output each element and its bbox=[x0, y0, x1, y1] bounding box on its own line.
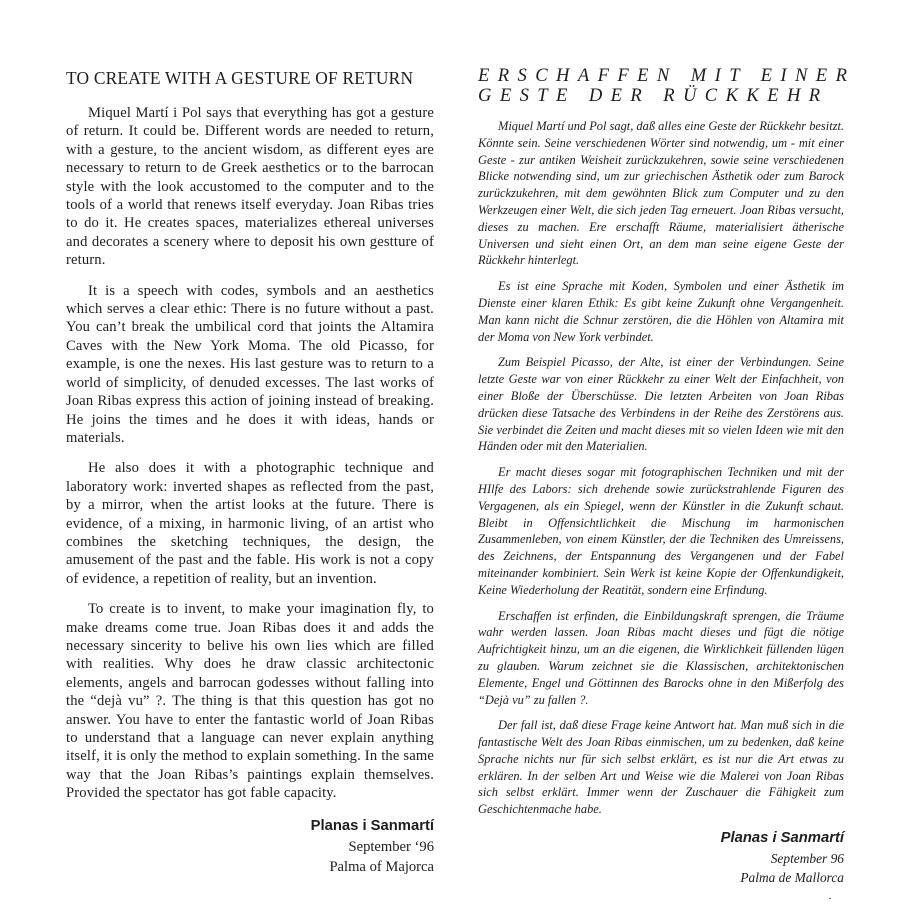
author-name: Planas i Sanmartí bbox=[310, 817, 434, 834]
german-paragraph: Erschaffen ist erfinden, die Einbildungskraft sprengen, die Träume wahr werden lassen. Joan Ribas macht dieses und fügt die nötige Aufrichtigkeit hinzu, um an die eigenen, die Wirklichkeit füllenden lügen zu glauben. Warum zeichnet sie die Klassischen, architektonischen Elemente, Engel und Göttinnen des Barocks ohne in den Mißerfolg des “Dejà vu” zu fallen ?. bbox=[478, 608, 844, 707]
english-paragraph: To create is to invent, to make your imagination fly, to make dreams come true. Joan Ribas does it and adds the necessary sincerity to belive his own lies which are filled with realities. Why does he draw classic architectonic elements, angels and barrocan godesses without falling into the “dejà vu” ?. The thing is that this question has got no answer. You have to enter the fantastic world of Joan Ribas to understand that a language can never explain anything itself, it is only the method to explain something. In the same way that the Joan Ribas’s paintings explain themselves. Provided the spectator has got fable capacity. bbox=[66, 601, 434, 802]
page-dot-mark: · bbox=[828, 891, 832, 905]
author-name: Planas i Sanmartí bbox=[720, 830, 844, 847]
german-title bbox=[478, 65, 856, 106]
signature-place: Palma of Majorca bbox=[329, 858, 434, 875]
german-paragraph: Miquel Martí und Pol sagt, daß alles eine Geste der Rückkehr besitzt. Könnte sein. Seine verschiedenen Wörter sind notwendig, um - mit einer Geste - zur antiken Weisheit zurückzukehren, sowie seine verschiedenen Blicke notwending sind, um zur griechischen Ästhetik oder zum Barock zurückzukehren, mit dem gewöhnten Blick zum Computer und zu den Werkzeugen einer Welt, die sich jeden Tag erneuert. Joan Ribas versucht, dieses zu machen. Ere erschafft Räume, materialisiert ätherische Universen und sieht einen Ort, an dem man seine eigene Geste der Rückkehr hinterlegt. bbox=[478, 119, 844, 268]
german-paragraph: Es ist eine Sprache mit Koden, Symbolen und einer Ästhetik im Dienste einer klaren Ethik: Es gibt keine Zukunft ohne Vergangenheit. Man kann nicht die Schnur zerstören, die die Höhlen von Altamira mit der Moma von New York verbindet. bbox=[478, 279, 844, 344]
signature-date: September 96 bbox=[770, 851, 844, 867]
english-column bbox=[66, 66, 434, 877]
english-paragraph: Miquel Martí i Pol says that everything has got a gesture of return. It could be. Different words are needed to return, with a gesture, to the ancient wisdom, as different eyes are necessary to return to de Greek aesthetics or to the barrocan style with the look accustomed to the computer and to the tools of a world that renews itself everyday. Joan Ribas tries to do it. He creates spaces, materializes ethereal universes and decorates a scenery where to deposit his own gestture of return. bbox=[66, 105, 434, 269]
signature-place: Palma de Mallorca bbox=[740, 870, 844, 886]
german-title-line-1: ERSCHAFFEN MIT EINER bbox=[478, 65, 856, 86]
english-paragraph: He also does it with a photographic technique and laboratory work: inverted shapes as reflected from the past, by a mirror, when the artist looks at the future. There is evidence, of a mixing, in harmonic living, of an artist who combines the sketching techniques, the design, the amusement of the past and the fable. His work is not a copy of evidence, a repetition of reality, but an invention. bbox=[66, 460, 434, 587]
english-signature bbox=[66, 815, 434, 877]
english-title: TO CREATE WITH A GESTURE OF RETURN bbox=[66, 68, 414, 88]
german-title-line-2: GESTE DER RÜCKKEHR bbox=[478, 85, 829, 106]
german-paragraph: Der fall ist, daß diese Frage keine Antwort hat. Man muß sich in die fantastische Welt des Joan Ribas einmischen, um zu bedenken, daß keine Sprache nichts nur für sich selbst erklärt, es ist nur die Art etwas zu erklären. In der selben Art und Weise wie die Malerei von Joan Ribas sich selbst erklärt. Immer wenn der Zuschauer die Fähigkeit zum Geschichtenmache habe. bbox=[478, 718, 844, 817]
english-paragraph: It is a speech with codes, symbols and an aesthetics which serves a clear ethic: There is no future without a past. You can’t break the umbilical cord that joints the Altamira Caves with the New York Moma. The old Picasso, for example, is one the nexes. His last gesture was to return to a world of simplicity, of denuded excesses. The last works of Joan Ribas express this action of joining instead of breaking. He joins the times and he does it with ideas, hands or materials. bbox=[66, 282, 434, 446]
german-signature bbox=[478, 827, 844, 887]
german-paragraph: Er macht dieses sogar mit fotographischen Techniken und mit der HIlfe des Labors: sich drehende sowie zurückstrahlende Figuren des Vergagenen, als ein Spiegel, wenn der Künstler in die Zukunft schaut. Bleibt in Offensichtlichkeit die Mischung im harmonischen Zusammenleben, von einem Künstler, der die Techniken des Umreissens, des Zeichnens, der Entspannung des Vergangenen und der Fabel miteinander kombiniert. Sein Werk ist keine Kopie der Offenkundigkeit, Keine Wiederholung der Reatität, sondern eine Erfindung. bbox=[478, 465, 844, 597]
signature-date: September ‘96 bbox=[348, 838, 434, 855]
german-column bbox=[478, 65, 856, 887]
german-paragraph: Zum Beispiel Picasso, der Alte, ist einer der Verbindungen. Seine letzte Geste war von einer Rückkehr zu einer Welt der Einfachheit, von einer Bloße der Überschüsse. Die letzten Arbeiten von Joan Ribas drücken diese Tatsache des Verbindens in der Reihe des Zerstörens aus. Sie verbindet die Zeiten und macht dieses mit so vielen Ideen wie mit den Händen oder mit den Materialien. bbox=[478, 355, 844, 454]
